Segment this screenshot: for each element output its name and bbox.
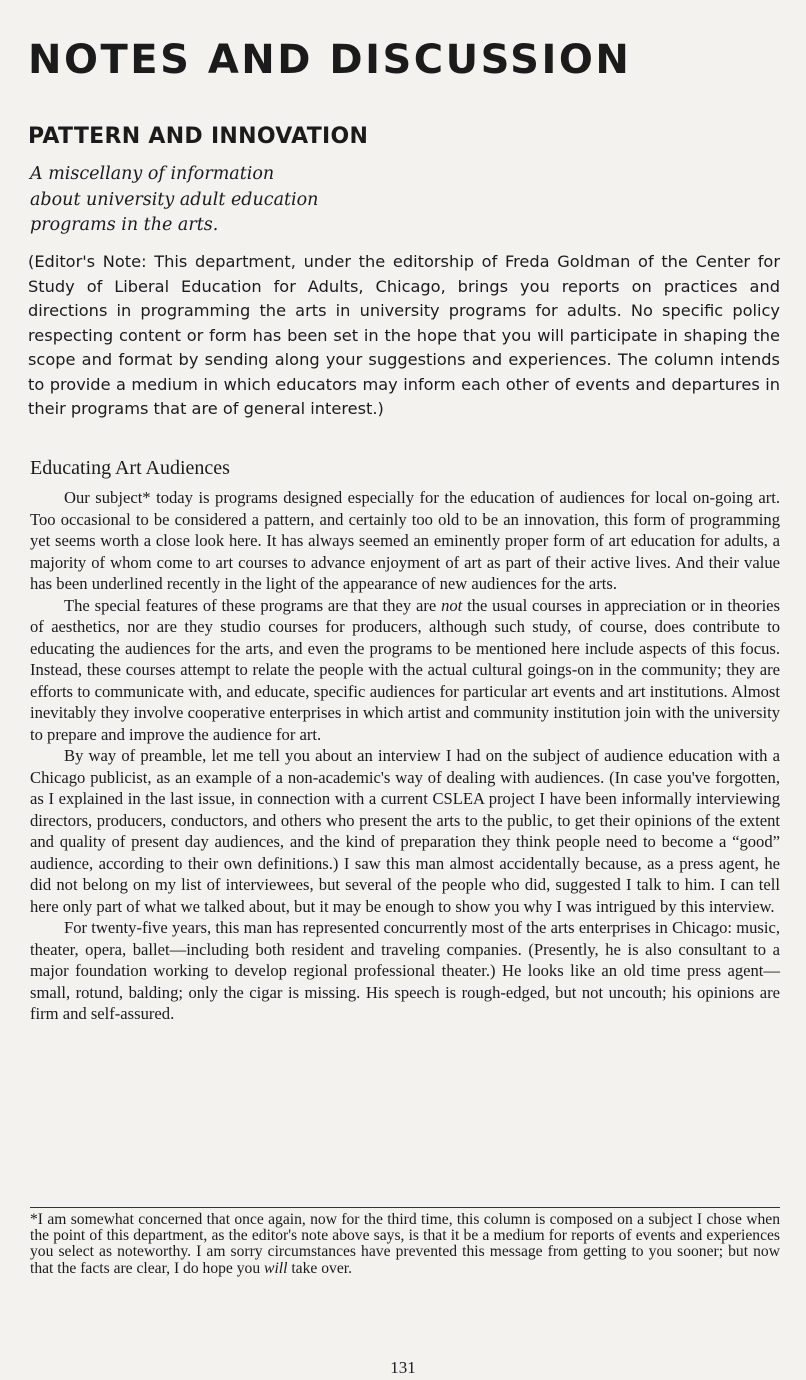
article-title: Educating Art Audiences [30,457,230,479]
emphasis-text: not [441,595,463,615]
paragraph-text: The special features of these programs are that they are [64,595,442,615]
page-number: 131 [390,1358,416,1377]
section-subtitle [30,162,450,239]
section-title: PATTERN AND INNOVATION [28,124,369,149]
footnote-text: *I am somewhat concerned that once again, now for the third time, this column is composed on a subject I chose when the point of this department, as the editor's note above says, is that it be a medium for reports of events and experiences you select as noteworthy. I am sorry circumstances have prevented this message from getting to you sooner; but now that the facts are clear, I do hope you [30,1211,780,1277]
emphasis-text: will [264,1259,288,1277]
subtitle-line: programs in the arts. [30,215,219,235]
subtitle-line: about university adult education [30,189,319,210]
paragraph: By way of preamble, let me tell you about an interview I had on the subject of audience education with a Chicago publicist, as an example of a non-academic's way of dealing with audiences. (In case you've forgotten, as I explained in the last issue, in connection with a current CSLEA project I have been informally interviewing directors, producers, conductors, and others who present the arts to the public, to get their opinions of the extent and quality of present day audiences, and the kind of preparation they think people need to become a “good” audience, according to their own definitions.) I saw this man almost accidentally because, as a press agent, he did not belong on my list of interviewees, but several of the people who did, suggested I talk to him. I can tell here only part of what we talked about, but it may be enough to show you why I was intrigued by this interview. [30,746,780,916]
paragraph: For twenty-five years, this man has represented concurrently most of the arts enterprises in Chicago: music, theater, opera, ballet—including both resident and traveling companies. (Presently, he is also consultant to a major foundation working to develop regional professional theater.) He looks like an old time press agent—small, rotund, balding; only the cigar is missing. His speech is rough-edged, but not uncouth; his opinions are firm and self-assured. [30,918,780,1023]
editor-note: (Editor's Note: This department, under the editorship of Freda Goldman of the Center for Study of Liberal Education for Adults, Chicago, brings you reports on practices and directions in programming the arts in university programs for adults. No specific policy respecting content or form has been set in the hope that you will participate in shaping the scope and format by sending along your suggestions and experiences. The column intends to provide a medium in which educators may inform each other of events and departures in their programs that are of general interest.) [28,252,780,418]
footnote-divider [30,1207,780,1208]
footnote [30,1212,780,1277]
paragraph-text: the usual courses in appreciation or in theories of aesthetics, nor are they studio courses for producers, although such study, of course, does contribute to educating the audiences for the arts, and even the programs to be mentioned here include aspects of this focus. Instead, these courses attempt to relate the people with the actual cultural goings-on in the community; they are efforts to communicate with, and educate, specific audiences for particular art events and art institutions. Almost inevitably they involve cooperative enterprises in which artist and community institution join with the university to prepare and improve the audience for art. [30,595,781,744]
page-title: NOTES AND DISCUSSION [28,37,632,83]
article-body [30,487,780,1025]
subtitle-line: A miscellany of information [30,164,275,184]
paragraph: Our subject* today is programs designed especially for the education of audiences for local on-going art. Too occasional to be considered a pattern, and certainly too old to be an innovation, this form of programming yet seems worth a close look here. It has always seemed an eminently proper form of art education for adults, a majority of whom come to art courses to advance enjoyment of art as part of their active lives. And their value has been underlined recently in the light of the appearance of new audiences for the arts. [30,488,780,593]
paragraph [30,595,780,746]
footnote-text: take over. [287,1259,352,1277]
